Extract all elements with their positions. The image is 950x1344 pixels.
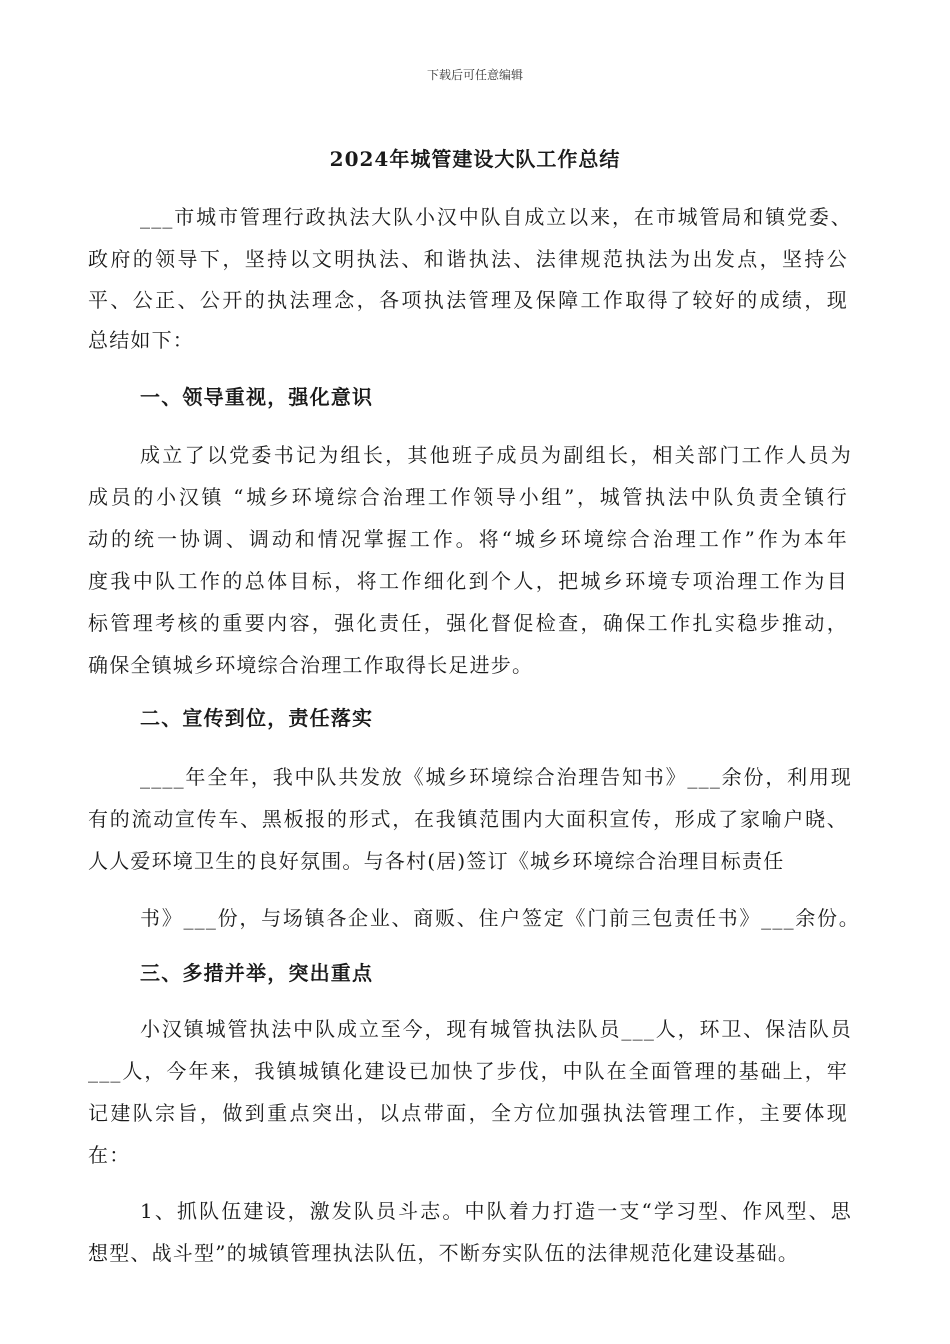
paragraph-line: 成员的小汉镇 “城乡环境综合治理工作领导小组”，城管执法中队负责全镇行 bbox=[88, 485, 848, 509]
document-title: 2024年城管建设大队工作总结 bbox=[329, 147, 621, 171]
paragraph-line: 平、公正、公开的执法理念，各项执法管理及保障工作取得了较好的成绩，现 bbox=[88, 288, 848, 312]
paragraph-line: 想型、战斗型”的城镇管理执法队伍，不断夯实队伍的法律规范化建设基础。 bbox=[88, 1241, 800, 1265]
paragraph-line: 1、抓队伍建设，激发队员斗志。中队着力打造一支“学习型、作风型、思 bbox=[140, 1199, 852, 1223]
paragraph-line: ___人，今年来，我镇城镇化建设已加快了步伐，中队在全面管理的基础上，牢 bbox=[88, 1059, 848, 1083]
section-heading: 二、宣传到位，责任落实 bbox=[140, 706, 374, 730]
paragraph-line: 成立了以党委书记为组长，其他班子成员为副组长，相关部门工作人员为 bbox=[140, 443, 852, 467]
paragraph-line: 动的统一协调、调动和情况掌握工作。将“城乡环境综合治理工作”作为本年 bbox=[88, 527, 848, 551]
paragraph-line: 在： bbox=[88, 1143, 131, 1167]
paragraph-line: 政府的领导下，坚持以文明执法、和谐执法、法律规范执法为出发点，坚持公 bbox=[88, 247, 848, 271]
paragraph-line: 有的流动宣传车、黑板报的形式，在我镇范围内大面积宣传，形成了家喻户晓、 bbox=[88, 807, 848, 831]
paragraph-line: ___市城市管理行政执法大队小汉中队自成立以来，在市城管局和镇党委、 bbox=[140, 205, 852, 229]
paragraph-line: ____年全年，我中队共发放《城乡环境综合治理告知书》___余份，利用现 bbox=[140, 765, 852, 789]
paragraph-line: 标管理考核的重要内容，强化责任，强化督促检查，确保工作扎实稳步推动， bbox=[88, 611, 848, 635]
header-note: 下载后可任意编辑 bbox=[426, 68, 523, 82]
paragraph-line: 记建队宗旨，做到重点突出，以点带面，全方位加强执法管理工作，主要体现 bbox=[88, 1101, 848, 1125]
paragraph-line: 总结如下： bbox=[88, 328, 194, 352]
paragraph-line: 书》___份，与场镇各企业、商贩、住户签定《门前三包责任书》___余份。 bbox=[140, 906, 860, 930]
section-heading: 三、多措并举，突出重点 bbox=[140, 961, 374, 985]
section-heading: 一、领导重视，强化意识 bbox=[140, 385, 374, 409]
paragraph-line: 人人爱环境卫生的良好氛围。与各村(居)签订《城乡环境综合治理目标责任 bbox=[88, 849, 785, 873]
paragraph-line: 度我中队工作的总体目标，将工作细化到个人，把城乡环境专项治理工作为目 bbox=[88, 569, 848, 593]
paragraph-line: 确保全镇城乡环境综合治理工作取得长足进步。 bbox=[88, 653, 534, 677]
paragraph-line: 小汉镇城管执法中队成立至今，现有城管执法队员___人，环卫、保洁队员 bbox=[140, 1017, 852, 1041]
